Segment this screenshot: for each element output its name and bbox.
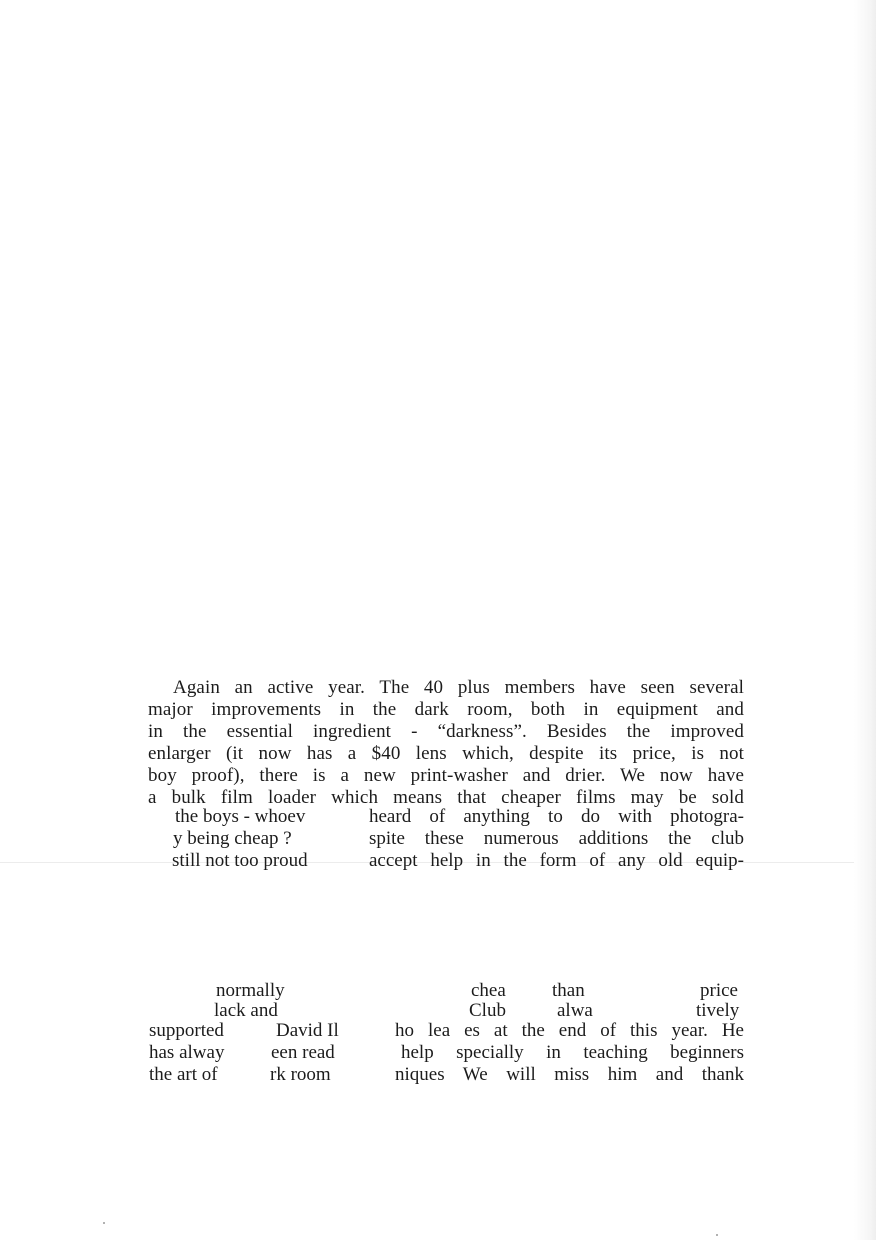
text-fragment: alwa [557,1000,593,1021]
text-fragment: een read [271,1042,335,1063]
paper-speck [716,1234,718,1236]
paragraph-line: enlarger (it now has a $40 lens which, despite its price, is not [148,743,744,764]
text-fragment: accept help in the form of any old equip- [369,850,744,871]
text-fragment: the boys - whoev [175,806,306,827]
page-edge-shadow [854,0,876,1240]
paragraph-line: Again an active year. The 40 plus members have seen several [173,677,744,698]
text-fragment: spite these numerous additions the club [369,828,744,849]
text-fragment: supported [149,1020,224,1041]
paragraph-line: a bulk film loader which means that cheaper films may be sold [148,787,744,808]
text-fragment: y being cheap ? [173,828,292,849]
paragraph-line: in the essential ingredient - “darkness”. Besides the improved [148,721,744,742]
paper-speck [103,1222,105,1224]
text-fragment: Club [469,1000,506,1021]
text-fragment: chea [471,980,506,1001]
text-fragment: ho lea es at the end of this year. He [395,1020,744,1041]
text-fragment: rk room [270,1064,331,1085]
text-fragment: has alway [149,1042,225,1063]
paragraph-line: major improvements in the dark room, both in equipment and [148,699,744,720]
text-fragment: price [700,980,738,1001]
text-fragment: the art of [149,1064,218,1085]
text-fragment: heard of anything to do with photogra- [369,806,744,827]
text-fragment: David Il [276,1020,339,1041]
text-fragment: tively [696,1000,740,1021]
paragraph-line: boy proof), there is a new print-washer and drier. We now have [148,765,744,786]
text-fragment: help specially in teaching beginners [401,1042,744,1063]
text-fragment: than [552,980,585,1001]
text-fragment: normally [216,980,285,1001]
text-fragment: lack and [214,1000,278,1021]
text-fragment: still not too proud [172,850,308,871]
text-fragment: niques We will miss him and thank [395,1064,744,1085]
